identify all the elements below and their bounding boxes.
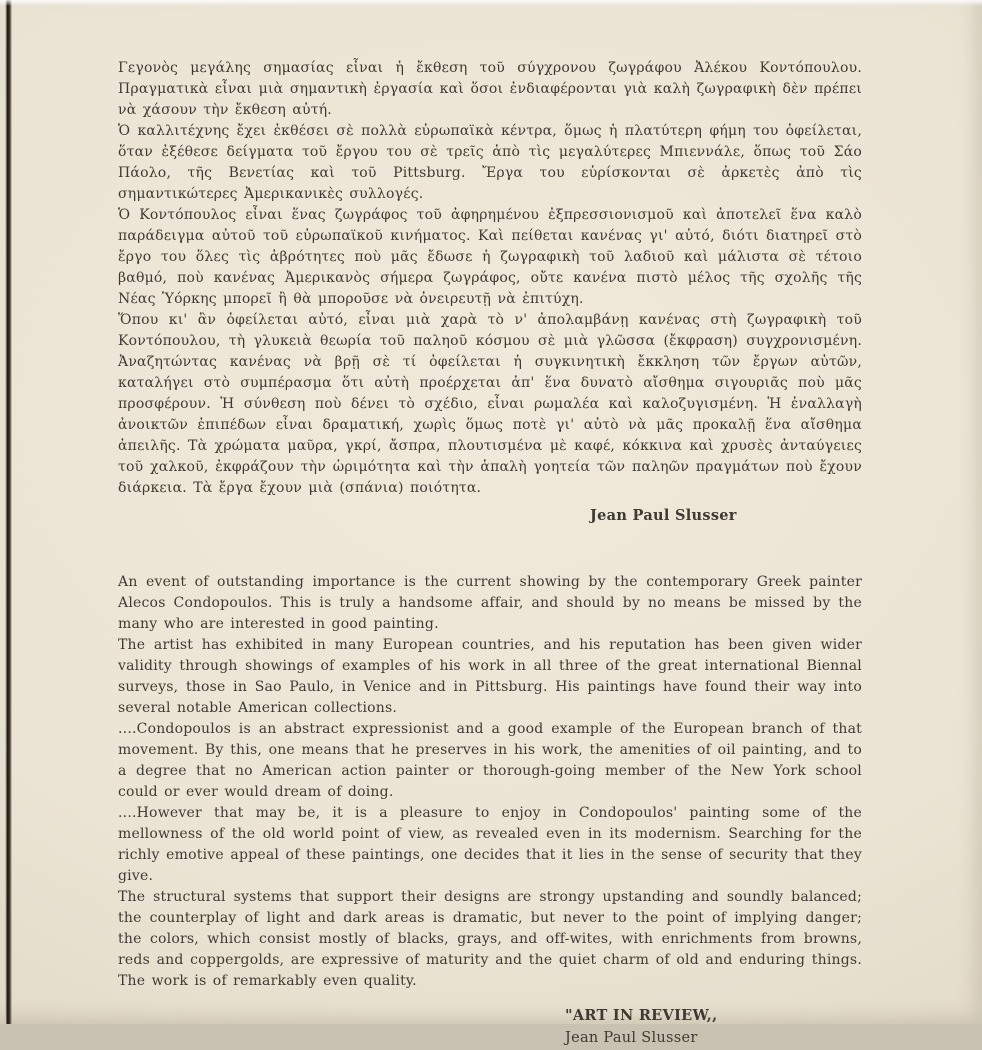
english-paragraph-4: ....However that may be, it is a pleasure to enjoy in Condopoulos' painting some of the mellowness of the old world point of view, as revealed even in its modernism. Searching for the richly emotive appeal of these paintings, one decides that it lies in the sense of security that they give. xyxy=(118,805,862,884)
english-paragraph-3: ....Condopoulos is an abstract expressionist and a good example of the European branch of that movement. By this, one means that he preserves in his work, the amenities of oil painting, and to a degree that no American action painter or thorough-going member of the New York school could or ever would dream of doing. xyxy=(118,721,862,800)
greek-paragraph-1: Γεγονὸς μεγάλης σημασίας εἶναι ἡ ἔκθεση τοῦ σύγχρονου ζωγράφου Ἀλέκου Κοντόπουλου. Πραγματικὰ εἶναι μιὰ σημαντικὴ ἐργασία καὶ ὅσοι ἐνδιαφέρονται γιὰ καλὴ ζωγραφικὴ δὲν πρέπει νὰ χάσουν τὴν ἔκθεση αὐτή. xyxy=(118,60,862,118)
greek-section-signature: Jean Paul Slusser xyxy=(590,507,737,524)
english-text-section xyxy=(118,572,862,1050)
attribution-source: "ART IN REVIEW,, xyxy=(565,1007,718,1024)
greek-paragraph-4: Ὅπου κι' ἂν ὀφείλεται αὐτό, εἶναι μιὰ χαρὰ τὸ ν' ἀπολαμβάνῃ κανένας στὴ ζωγραφικὴ τοῦ Κοντόπουλου, τὴ γλυκειὰ θεωρία τοῦ παληοῦ κόσμου σὲ μιὰ γλῶσσα (ἔκφραση) συγχρονισμένη. Ἀναζητώντας κανένας νὰ βρῇ σὲ τί ὀφείλεται ἡ συγκινητικὴ ἔκκληση τῶν ἔργων αὐτῶν, καταλήγει στὸ συμπέρασμα ὅτι αὐτὴ προέρχεται ἀπ' ἕνα δυνατὸ αἴσθημα σιγουριᾶς ποὺ μᾶς προσφέρουν. Ἡ σύνθεση ποὺ δένει τὸ σχέδιο, εἶναι ρωμαλέα καὶ καλοζυγισμένη. Ἡ ἐναλλαγὴ ἀνοικτῶν ἐπιπέδων εἶναι δραματική, χωρὶς ὅμως ποτὲ γι' αὐτὸ νὰ μᾶς προκαλῇ ἕνα αἴσθημα ἀπειλῆς. Τὰ χρώματα μαῦρα, γκρί, ἄσπρα, πλουτισμένα μὲ καφέ, κόκκινα καὶ χρυσὲς ἀνταύγειες τοῦ χαλκοῦ, ἐκφράζουν τὴν ὡριμότητα καὶ τὴν ἁπαλὴ γοητεία τῶν παληῶν πραγμάτων ποὺ ἔχουν διάρκεια. Τὰ ἔργα ἔχουν μιὰ (σπάνια) ποιότητα. xyxy=(118,312,862,496)
greek-paragraph-2: Ὁ καλλιτέχνης ἔχει ἐκθέσει σὲ πολλὰ εὐρωπαϊκὰ κέντρα, ὅμως ἡ πλατύτερη φήμη του ὀφείλεται, ὅταν ἐξέθεσε δείγματα τοῦ ἔργου του σὲ τρεῖς ἀπὸ τὶς μεγαλύτερες Μπιεννάλε, ὅπως τοῦ Σάο Πάολο, τῆς Βενετίας καὶ τοῦ Pittsburg. Ἔργα του εὑρίσκονται σὲ ἀρκετὲς ἀπὸ τὶς σημαντικώτερες Ἀμερικανικὲς συλλογές. xyxy=(118,123,862,202)
attribution-block xyxy=(565,1004,862,1050)
english-paragraph-1: An event of outstanding importance is the current showing by the contemporary Greek painter Alecos Condopoulos. This is truly a handsome affair, and should by no means be missed by the many who are interested in good painting. xyxy=(118,574,862,632)
english-paragraph-2: The artist has exhibited in many European countries, and his reputation has been given wider validity through showings of examples of his work in all three of the great international Biennal surveys, those in Sao Paulo, in Venice and in Pittsburg. His paintings have found their way into several notable American collections. xyxy=(118,637,862,716)
english-paragraph-5: The structural systems that support their designs are strongy upstanding and soundly balanced; the counterplay of light and dark areas is dramatic, but never to the point of implying danger; the colors, which consist mostly of blacks, grays, and off-wites, with enrichments from browns, reds and coppergolds, are expressive of maturity and the quiet charm of old and enduring things. The work is of remarkably even quality. xyxy=(118,889,862,989)
page-top-edge-highlight xyxy=(0,0,982,6)
greek-paragraph-3: Ὁ Κοντόπουλος εἶναι ἕνας ζωγράφος τοῦ ἀφηρημένου ἐξπρεσσιονισμοῦ καὶ ἀποτελεῖ ἕνα καλὸ παράδειγμα αὐτοῦ τοῦ εὐρωπαϊκοῦ κινήματος. Καὶ πείθεται κανένας γι' αὐτό, διότι διατηρεῖ στὸ ἔργο του ὅλες τὶς ἁβρότητες ποὺ μᾶς ἔδωσε ἡ ζωγραφικὴ τοῦ λαδιοῦ καὶ μάλιστα σὲ τέτοιο βαθμό, ποὺ κανένας Ἀμερικανὸς σήμερα ζωγράφος, οὔτε κανένα πιστὸ μέλος τῆς σχολῆς τῆς Νέας Ὑόρκης μπορεῖ ἢ θὰ μποροῦσε νὰ ὀνειρευτῇ νὰ ἐπιτύχη. xyxy=(118,207,862,307)
page-left-binding-edge xyxy=(5,0,12,1024)
greek-text-section xyxy=(118,58,862,526)
attribution-author: Jean Paul Slusser xyxy=(565,1030,698,1046)
page-content xyxy=(118,58,862,1050)
